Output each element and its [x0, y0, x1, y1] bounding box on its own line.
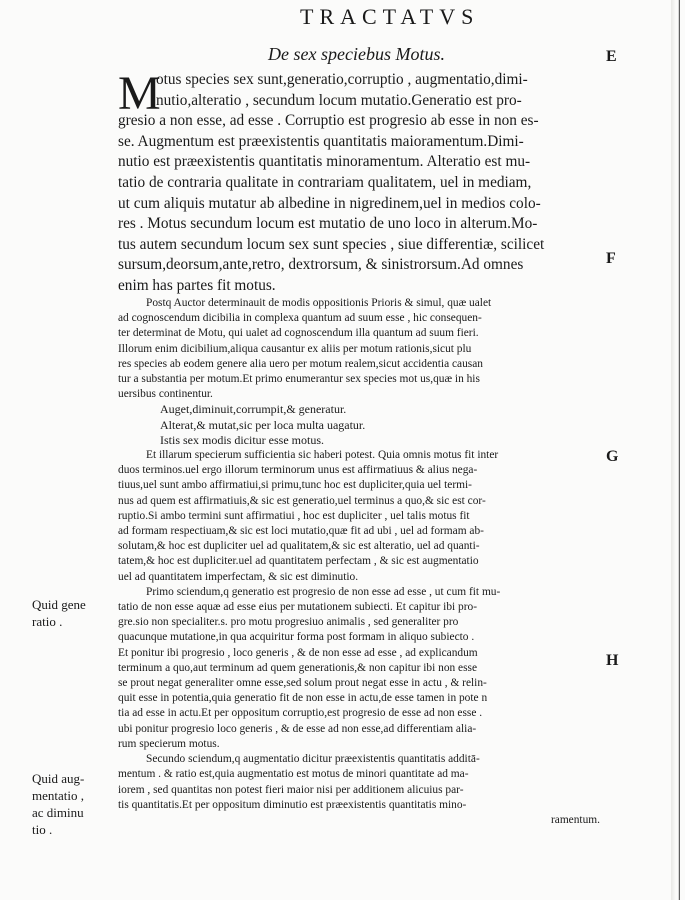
commentary-line: gre.sio non specialiter.s. pro motu progresiuo animalis , sed generaliter pro — [118, 616, 459, 629]
commentary-line: Et illarum specierum sufficientia sic haberi potest. Quia omnis motus fit inter — [146, 449, 499, 462]
margin-letter-e: E — [606, 48, 617, 65]
commentary-line: Et ponitur ibi progresio , loco generis , & de non esse ad esse , ad explicandum — [118, 646, 478, 659]
verse-line: Istis sex modis dicitur esse motus. — [160, 432, 324, 447]
section-subtitle: De sex speciebus Motus. — [268, 44, 445, 64]
lead-line: se. Augmentum est præexistentis quantitatis maioramentum.Dimi- — [118, 132, 524, 150]
commentary-line: tiuus,uel sunt ambo affirmatiui,si primu,tunc hoc est dupliciter,quia uel termi- — [118, 479, 472, 492]
margin-note-line: ac diminu — [32, 805, 84, 820]
drop-cap: M — [118, 67, 161, 120]
commentary-line: ruptio.Si ambo termini sunt affirmatiui , hoc est dupliciter , uel talis motus fit — [118, 509, 470, 522]
margin-note-augmentatio — [32, 770, 112, 838]
lead-line: res . Motus secundum locum est mutatio de uno loco in alterum.Mo- — [118, 215, 538, 233]
margin-note-line: Quid gene — [32, 597, 86, 612]
commentary-line: tis quantitatis.Et per oppositum diminutio est præexistentis quantitatis mino- — [118, 798, 467, 811]
commentary-line: tur a substantia per motum.Et primo enumerantur sex species mot us,quæ in his — [118, 373, 480, 386]
lead-text — [118, 67, 604, 297]
margin-letter-f: F — [606, 250, 616, 267]
commentary-line: ubi ponitur progresio loco generis , & de esse ad non esse,ad differentiam alia- — [118, 722, 477, 735]
running-title: TRACTATVS — [300, 4, 480, 29]
lead-line: otus species sex sunt,generatio,corruptio , augmentatio,dimi- — [156, 71, 528, 88]
lead-line: tus autem secundum locum sex sunt species , siue differentiæ, scilicet — [118, 235, 545, 253]
commentary-line: quit esse in potentia,quia generatio fit de non esse in actu,de esse tamen in pote n — [118, 692, 488, 705]
commentary-line: tatio de non esse aquæ ad esse eius per mutationem subiecti. Et capitur ibi pro- — [118, 601, 478, 614]
margin-letter-g: G — [606, 448, 619, 465]
commentary-line: Postq Auctor determinauit de modis oppositionis Prioris & simul, quæ ualet — [146, 297, 492, 309]
lead-line: enim has partes fit motus. — [118, 276, 276, 294]
commentary-line: ad formam respectiuam,& sic est loci mutatio,quæ fit ad ubi , uel ad formam ab- — [118, 525, 484, 538]
commentary-line: terminum a quo,aut terminum ad quem generationis,& non capitur ibi non esse — [118, 661, 478, 674]
commentary-line: res species ab eodem genere alia uero per motum realem,sicut accidentia causan — [118, 357, 483, 370]
commentary-line: tia ad esse in actu.Et per oppositum corruptio,est progresio de esse ad non esse . — [118, 707, 483, 720]
lead-line: sursum,deorsum,ante,retro, dextrorsum, & sinistrorsum.Ad omnes — [118, 256, 524, 274]
commentary-line: Primo sciendum,q generatio est progresio de non esse ad esse , ut cum fit mu- — [146, 585, 501, 598]
margin-note-line: Quid aug- — [32, 771, 85, 786]
commentary-line: ramentum. — [550, 813, 600, 826]
margin-note-line: ratio . — [32, 614, 63, 629]
commentary-line: nus ad quem est affirmatiuis,& sic est generatio,uel terminus a quo,& sic est cor- — [118, 494, 486, 507]
commentary-line: quacunque mutatione,in qua acquiritur forma post formam in aliquo subiecto . — [118, 631, 475, 644]
margin-note-line: mentatio , — [32, 788, 84, 803]
lead-line: nutio est præexistentis quantitatis minoramentum. Alteratio est mu- — [118, 153, 531, 171]
lead-line: ut cum aliquis mutatur ab albedine in nigredinem,uel in medios colo- — [118, 194, 541, 212]
commentary-line: Illorum enim dicibilium,aliqua causantur ex aliis per motum rationis,sicut plu — [118, 342, 472, 355]
commentary-line: duos terminos.uel ergo illorum terminorum unus est affirmatiuus & alius nega- — [118, 464, 478, 477]
commentary-line: iorem , sed quantitas non potest fieri maior nisi per additionem alicuius par- — [118, 783, 464, 796]
margin-note-generatio — [32, 596, 112, 630]
commentary-line: ter determinat de Motu, qui ualet ad cognoscendum illa quantum ad suum fieri. — [118, 327, 479, 340]
verse-line: Alterat,& mutat,sic per loca multa uagatur. — [160, 417, 366, 432]
commentary-line: solutam,& hoc est dupliciter uel ad qualitatem,& sic est alteratio, uel ad quanti- — [118, 540, 480, 553]
lead-line: gresio a non esse, ad esse . Corruptio est progresio ab esse in non es- — [118, 112, 539, 130]
commentary-text — [118, 296, 604, 828]
commentary-line: uel ad quantitatem imperfectam, & sic est diminutio. — [118, 570, 359, 583]
commentary-line: se prout negat generaliter omne esse,sed solum prout negat esse in actu , & relin- — [118, 677, 487, 690]
lead-line: nutio,alteratio , secundum locum mutatio.Generatio est pro- — [156, 91, 522, 109]
margin-note-line: tio . — [32, 822, 53, 837]
commentary-line: Secundo sciendum,q augmentatio dicitur præexistentis quantitatis additā- — [146, 753, 480, 766]
page-edge — [671, 0, 685, 900]
commentary-line: mentum . & ratio est,quia augmentatio est motus de minori quantitate ad ma- — [118, 768, 469, 781]
commentary-line: tatem,& hoc est dupliciter.uel ad quantitatem perfectam , & sic est augmentatio — [118, 555, 479, 568]
commentary-line: ad cognoscendum dicibilia in complexa quantum ad suum esse , hic consequen- — [118, 312, 482, 325]
margin-letter-h: H — [606, 652, 619, 669]
commentary-line: rum specierum motus. — [118, 737, 220, 750]
verse-line: Auget,diminuit,corrumpit,& generatur. — [160, 402, 347, 417]
lead-line: tatio de contraria qualitate in contrariam qualitatem, uel in mediam, — [118, 173, 532, 191]
commentary-line: uersibus continentur. — [118, 388, 213, 401]
